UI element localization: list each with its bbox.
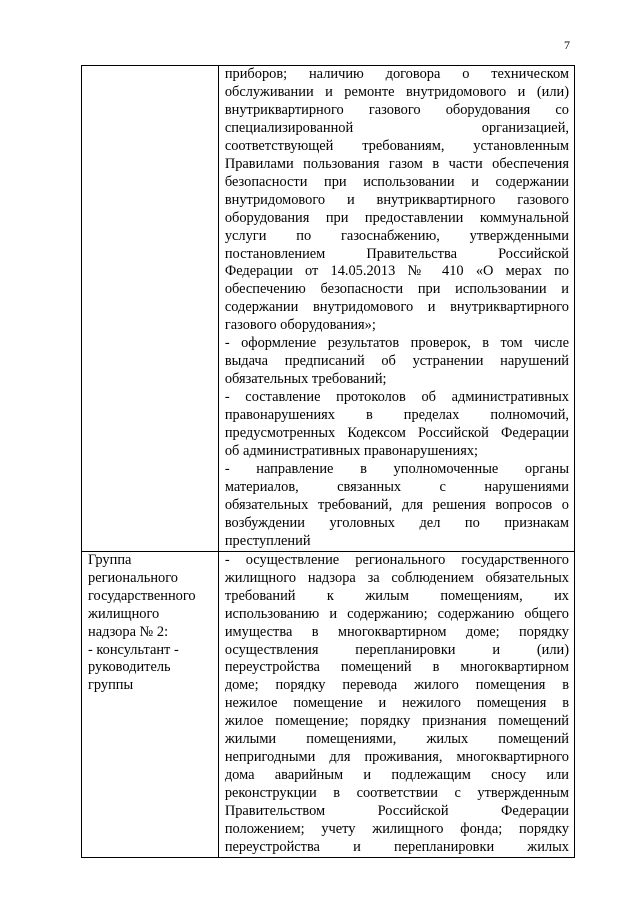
left-cell-group-title [82,551,219,857]
text-line: возбуждении уголовных дел по признакам [224,514,569,531]
text-line: услуги по газоснабжению, утвержденными [224,227,569,244]
text-line: непригодными для проживания, многоквартирного [224,749,569,766]
text-line: переустройства помещений в многоквартирном [224,659,569,676]
text-line: - направление в уполномоченные органы [224,460,569,477]
text-line: приборов; наличию договора о техническом [224,66,569,82]
group-title-line: Группа [88,551,132,568]
text-line: обеспечению безопасности при использовании и [224,281,569,298]
text-line: осуществления перепланировки и (или) [224,641,569,658]
text-line: содержании внутридомового и внутриквартирного [224,299,569,316]
text-line: использованию и содержанию; содержанию общего [224,605,569,622]
group-title-line: государственного [88,587,196,604]
group-title-line: жилищного [88,605,160,622]
group-title-line: группы [88,677,134,694]
group-title-line: надзора № 2: [88,623,169,640]
text-line: имущества в многоквартирном доме; порядку [224,623,569,640]
text-line: доме; порядку перевода жилого помещения в [224,677,569,694]
text-line: реконструкции в соответствии с утвержденным [224,785,569,802]
text-line: нежилое помещение и нежилого помещения в [224,695,569,712]
text-line: выдача предписаний об устранении нарушений [224,353,569,370]
text-line: Правилами пользования газом в части обеспечения [224,155,569,172]
page-number: 7 [564,38,570,52]
text-line: - оформление результатов проверок, в том числе [224,335,569,352]
responsibilities-table [81,65,575,858]
group-title-line: руководитель [88,659,171,676]
left-cell-empty [82,66,219,552]
text-line: переустройства и перепланировки жилых [224,838,569,855]
text-line: обязательных требований; [224,371,387,388]
right-cell-group-duties [218,551,574,857]
text-line: внутридомового и внутриквартирного газового [224,191,569,208]
right-cell-duties-continued [218,66,574,552]
text-line: специализированной организацией, [224,119,569,136]
text-line: дома аварийным и подлежащим сносу или [224,767,569,784]
text-line: обслуживании и ремонте внутридомового и (или) [224,83,569,100]
text-line: требований к жилым помещениям, их [224,587,569,604]
text-line: материалов, связанных с нарушениями [224,478,569,495]
text-line: положением; учету жилищного фонда; порядку [224,821,569,838]
text-line: Федерации от 14.05.2013 № 410 «О мерах по [224,263,569,280]
text-line: жилыми помещениями, жилых помещений [224,731,569,748]
text-line: оборудования при предоставлении коммунальной [224,209,569,226]
text-line: газового оборудования»; [224,317,376,334]
text-line: внутриквартирного газового оборудования со [224,101,569,118]
text-line: постановлением Правительства Российской [224,245,569,262]
text-line: Правительством Российской Федерации [224,803,569,820]
text-line: безопасности при использовании и содержании [224,173,569,190]
text-line: правонарушениях в пределах полномочий, [224,407,569,424]
text-line: жилое помещение; порядку признания помещений [224,713,569,730]
text-line: преступлений [224,532,311,549]
table-row-continued [82,66,575,552]
table-row-group-2 [82,551,575,857]
text-line: жилищного надзора за соблюдением обязательных [224,569,569,586]
text-line: - осуществление регионального государственного [224,551,569,568]
group-title-line: - консультант - [88,641,179,658]
text-line: - составление протоколов об административных [224,389,569,406]
text-line: об административных правонарушениях; [224,443,479,460]
group-title-line: регионального [88,569,178,586]
text-line: соответствующей требованиям, установленным [224,137,569,154]
text-line: обязательных требований, для решения вопросов о [224,496,569,513]
text-line: предусмотренных Кодексом Российской Федерации [224,425,569,442]
